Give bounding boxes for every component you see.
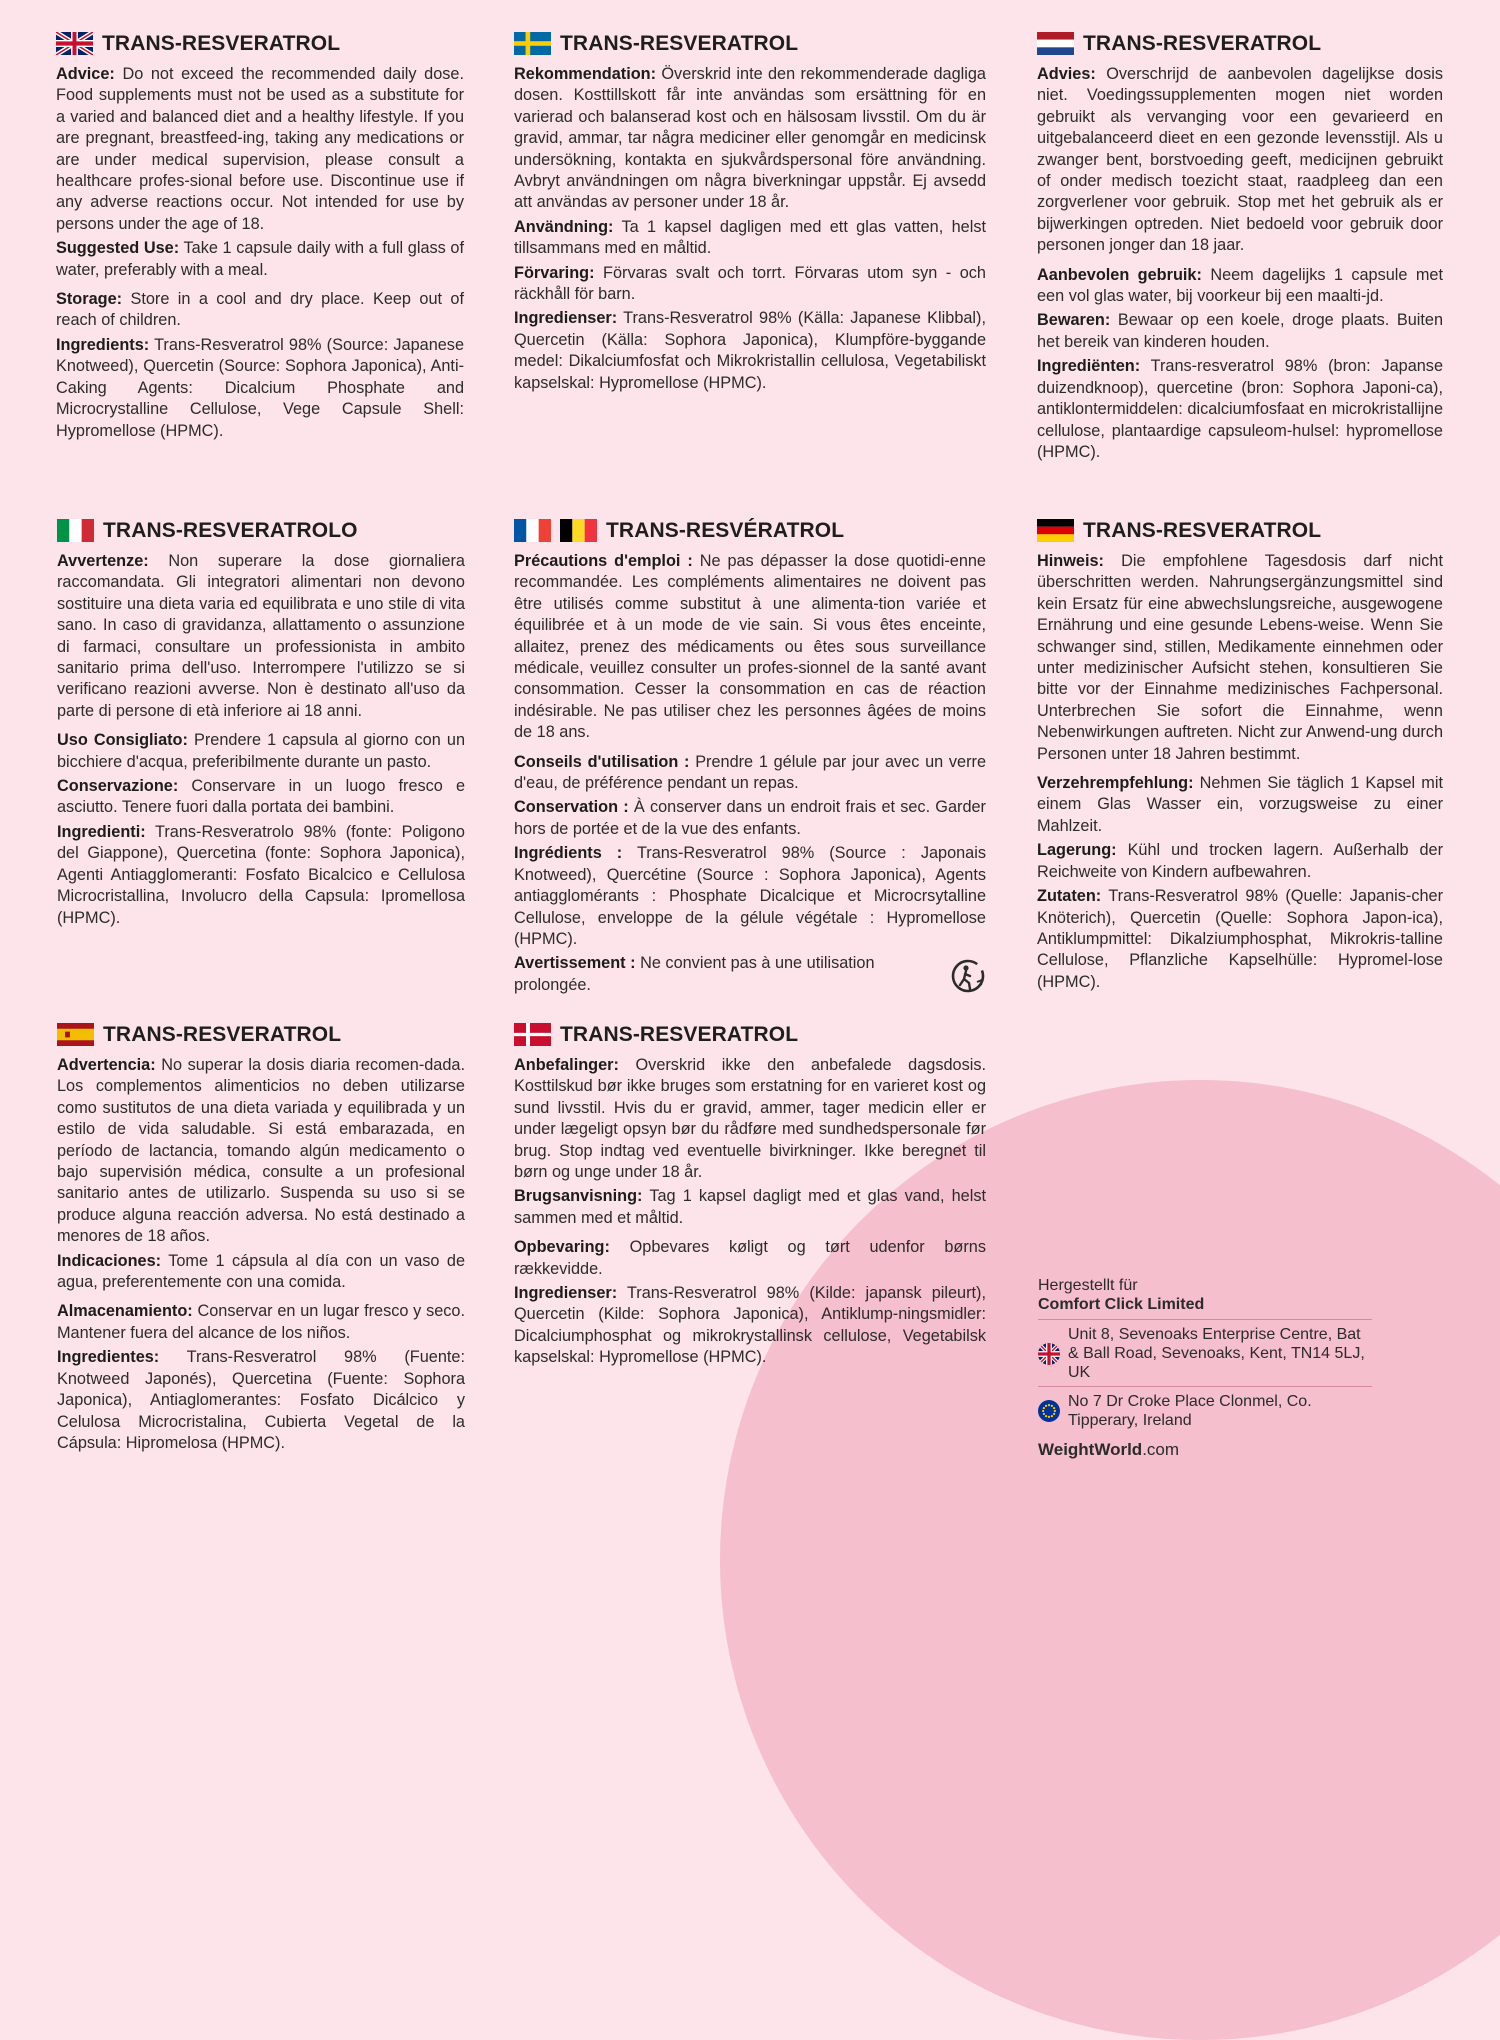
usage-paragraph: Conseils d'utilisation : Prendre 1 gélule par jour avec un verre d'eau, de préférence pendant un repas. bbox=[514, 752, 987, 793]
advice-paragraph: Advice: Do not exceed the recommended daily dose. Food supplements must not be used as a substitute for a varied and balanced diet and a healthy lifestyle. If you are pregnant, breastfeed-ing, taking any medications or are under medical supervision, please consult a healthcare profes-sional before use. Discontinue use if any adverse reactions occur. Not intended for use by persons under the age of 18. bbox=[56, 65, 464, 233]
section-german bbox=[1037, 519, 1443, 996]
italy-flag-icon bbox=[57, 519, 94, 542]
warning-paragraph: Advertencia: No superar la dosis diaria recomen-dada. Los complementos alimenticios no deben utilizarse como sustitutos de una dieta variada y equilibrada y un estilo de vida saludable. Si está embarazada, en período de lactancia, tomando algún medicamento o bajo supervisión médica, consulte a un profesional sanitario antes de utilizarlo. Suspenda su uso si se produce alguna reacción adversa. No está destinado a menores de 18 años. bbox=[57, 1056, 465, 1246]
triman-recycling-icon bbox=[950, 958, 986, 994]
section-swedish bbox=[514, 32, 986, 397]
directions-paragraph: Brugsanvisning: Tag 1 kapsel dagligt med et glas vand, helst sammen med et måltid. bbox=[514, 1187, 987, 1227]
recommended-use-paragraph: Aanbevolen gebruik: Neem dagelijks 1 capsule met een vol glas water, bij voorkeur bij een maalti-jd. bbox=[1037, 265, 1443, 306]
section-title: TRANS-RESVERATROL bbox=[1083, 518, 1322, 542]
ingredients-paragraph: Ingredienti: Trans-Resveratrolo 98% (fonte: Poligono del Giappone), Quercetina (fonte: Sophora Japonica), Agenti Antiagglomeranti: Fosfato Bicalcico e Cellulosa Microcristallina, Involucro della Capsula: Ipromellosa (HPMC). bbox=[57, 822, 465, 927]
ingredients-paragraph: Zutaten: Trans-Resveratrol 98% (Quelle: Japanis-cher Knöterich), Quercetin (Quelle: Sophora Japon-ica), Antiklumpmittel: Dikalziumphosphat, Mikrokris-talline Cellulose, Pflanzliche Kapselhülle: Hypromel-lose (HPMC). bbox=[1037, 887, 1443, 991]
eu-flag-round-icon bbox=[1038, 1400, 1060, 1422]
usage-paragraph: Användning: Ta 1 kapsel dagligen med ett glas vatten, helst tillsammans med en måltid. bbox=[514, 217, 986, 258]
storage-paragraph: Conservazione: Conservare in un luogo fresco e asciutto. Tenere fuori dalla portata dei bambini. bbox=[57, 777, 465, 817]
website-label: WeightWorld.com bbox=[1038, 1440, 1180, 1459]
section-heading bbox=[1037, 519, 1443, 542]
section-english bbox=[56, 32, 464, 445]
advice-paragraph: Advies: Overschrijd de aanbevolen dagelijkse dosis niet. Voedingssupplementen mogen niet worden gebruikt als vervanging voor een gevarieerd en uitgebalanceerd dieet en een gezonde levensstijl. Als u zwanger bent, borstvoeding geeft, medicijnen gebruikt of onder medisch toezicht staat, raadpleeg dan een zorgverlener voor gebruik. Stop met het gebruik als er bijwerkingen optreden. Niet bedoeld voor gebruik door personen jonger dan 18 jaar. bbox=[1037, 65, 1443, 255]
section-heading bbox=[57, 519, 465, 542]
section-title: TRANS-RESVERATROL bbox=[1083, 31, 1322, 55]
storage-paragraph: Opbevaring: Opbevares køligt og tørt udenfor børns rækkevidde. bbox=[514, 1238, 986, 1278]
denmark-flag-icon bbox=[514, 1023, 551, 1046]
storage-paragraph: Conservation : À conserver dans un endroit frais et sec. Garder hors de portée et de la vue des enfants. bbox=[514, 798, 986, 838]
section-danish bbox=[514, 1023, 986, 1372]
section-heading bbox=[514, 32, 986, 55]
section-title: TRANS-RESVÉRATROL bbox=[606, 518, 845, 542]
section-spanish bbox=[57, 1023, 465, 1457]
directions-paragraph: Indicaciones: Tome 1 cápsula al día con un vaso de agua, preferentemente con una comida. bbox=[57, 1251, 466, 1292]
manufacturer-footer bbox=[1038, 1276, 1372, 1459]
storage-paragraph: Bewaren: Bewaar op een koele, droge plaats. Buiten het bereik van kinderen houden. bbox=[1037, 311, 1443, 351]
section-dutch bbox=[1037, 32, 1443, 466]
section-title: TRANS-RESVERATROL bbox=[103, 1022, 342, 1046]
section-title: TRANS-RESVERATROL bbox=[102, 31, 341, 55]
germany-flag-icon bbox=[1037, 519, 1074, 542]
precautions-paragraph: Précautions d'emploi : Ne pas dépasser la dose quotidi-enne recommandée. Les compléments alimentaires ne doivent pas être utilisés comme substitut à une alimenta-tion variée et équilibrée et à un mode de vie sain. Si vous êtes enceinte, allaitez, prenez des médicaments ou êtes sous surveillance médicale, veuillez consulter un profes-sionnel de la santé avant consommation. Cesser la consommation en cas de réaction indésirable. Ne pas utiliser chez les personnes âgées de moins de 18 ans. bbox=[514, 552, 986, 742]
storage-paragraph: Förvaring: Förvaras svalt och torrt. Förvaras utom syn - och räckhåll för barn. bbox=[514, 263, 986, 304]
belgium-flag-icon bbox=[560, 519, 597, 542]
warning-paragraph: Avertissement : Ne convient pas à une utilisation prolongée. bbox=[514, 954, 875, 994]
netherlands-flag-icon bbox=[1037, 32, 1074, 55]
ingredients-paragraph: Ingredients: Trans-Resveratrol 98% (Source: Japanese Knotweed), Quercetin (Source: Sophora Japonica), Anti-Caking Agents: Dicalcium Phosphate and Microcrystalline Cellulose, Vege Capsule Shell: Hypromellose (HPMC). bbox=[56, 335, 464, 440]
company-name: Comfort Click Limited bbox=[1038, 1296, 1205, 1313]
warnings-paragraph: Avvertenze: Non superare la dose giornaliera raccomandata. Gli integratori alimentari non devono sostituire una dieta varia ed equilibrata e uno stile di vita sano. In caso di gravidanza, allattamento o assunzione di farmaci, consultare un professionista in ambito sanitario prima dell'uso. Interrompere l'utilizzo se si verificano reazioni avverse. Non è destinato all'uso da parte di persone di età inferiore ai 18 anni. bbox=[57, 552, 465, 720]
section-title: TRANS-RESVERATROL bbox=[560, 1022, 799, 1046]
uk-address-row bbox=[1038, 1319, 1372, 1386]
section-french bbox=[514, 519, 986, 999]
section-heading bbox=[56, 32, 464, 55]
eu-address: No 7 Dr Croke Place Clonmel, Co. Tipperary, Ireland bbox=[1068, 1393, 1312, 1429]
section-heading bbox=[57, 1023, 465, 1046]
ingredients-paragraph: Ingrediënten: Trans-resveratrol 98% (bron: Japanse duizendknoop), quercetine (bron: Sophora Japoni-ca), antiklontermiddelen: dicalciumfosfaat en microkristallijne cellulose, plantaardige capsuleom-hulsel: hypromellose (HPMC). bbox=[1037, 357, 1443, 461]
storage-paragraph: Lagerung: Kühl und trocken lagern. Außerhalb der Reichweite von Kindern aufbewahren. bbox=[1037, 841, 1444, 881]
section-title: TRANS-RESVERATROLO bbox=[103, 518, 358, 542]
uk-flag-icon bbox=[56, 32, 93, 55]
sweden-flag-icon bbox=[514, 32, 551, 55]
ingredients-paragraph: Ingredientes: Trans-Resveratrol 98% (Fuente: Knotweed Japonés), Quercetina (Fuente: Sophora Japonica), Antiaglomerantes: Fosfato Dicálcico y Celulosa Microcristalina, Cubierta Vegetal de la Cápsula: Hipromelosa (HPMC). bbox=[57, 1348, 465, 1452]
ingredients-paragraph: Ingrédients : Trans-Resveratrol 98% (Source : Japonais Knotweed), Quercétine (Source : Sophora Japonica), Agents antiagglomérants : Phosphate Dicalcique et Microcrsytalline Cellulose, enveloppe de la gélule végétale : Hypromellose (HPMC). bbox=[514, 844, 986, 948]
uk-address: Unit 8, Sevenoaks Enterprise Centre, Bat & Ball Road, Sevenoaks, Kent, TN14 5LJ, UK bbox=[1068, 1326, 1365, 1381]
suggested-use-paragraph: Uso Consigliato: Prendere 1 capsula al giorno con un bicchiere d'acqua, preferibilmente durante un pasto. bbox=[57, 731, 465, 771]
storage-paragraph: Storage: Store in a cool and dry place. Keep out of reach of children. bbox=[56, 290, 464, 330]
section-title: TRANS-RESVERATROL bbox=[560, 31, 799, 55]
section-heading bbox=[1037, 32, 1443, 55]
recommendation-paragraph: Rekommendation: Överskrid inte den rekommenderade dagliga dosen. Kosttillskott får inte användas som ersättning för en varierad och balanserad kost och en hälsosam livsstil. Om du är gravid, ammar, tar några mediciner eller genomgår en medicinsk undersökning, kontakta en sjukvårdspersonal före användning. Avbryt användningen om några biverkningar uppstår. Ej avsedd att användas av personer under 18 år. bbox=[514, 65, 986, 212]
section-heading bbox=[514, 1023, 986, 1046]
made-for-label: Hergestellt für bbox=[1038, 1277, 1138, 1294]
uk-flag-round-icon bbox=[1038, 1343, 1060, 1365]
suggested-use-paragraph: Suggested Use: Take 1 capsule daily with a full glass of water, preferably with a meal. bbox=[56, 239, 464, 279]
notice-paragraph: Hinweis: Die empfohlene Tagesdosis darf nicht überschritten werden. Nahrungsergänzungsmittel sind kein Ersatz für eine abwechslungsreiche, ausgewogene Ernährung und eine gesunde Lebens-weise. Wenn Sie schwanger sind, stillen, Medikamente einnehmen oder unter medizinischer Aufsicht stehen, konsultieren Sie bitte vor der Einnahme medizinisches Fachpersonal. Unterbrechen Sie sofort die Einnahme, wenn Nebenwirkungen auftreten. Nicht zur Anwend-ung durch Personen unter 18 Jahren bestimmt. bbox=[1037, 552, 1443, 763]
storage-paragraph: Almacenamiento: Conservar en un lugar fresco y seco. Mantener fuera del alcance de los niños. bbox=[57, 1302, 465, 1342]
ingredients-paragraph: Ingredienser: Trans-Resveratrol 98% (Källa: Japanese Klibbal), Quercetin (Källa: Sophora Japonica), Klumpföre-byggande medel: Dikalciumfosfat och Mikrokristallin cellulosa, Vegetabiliskt kapselskal: Hypromellose (HPMC). bbox=[514, 309, 986, 392]
france-flag-icon bbox=[514, 519, 551, 542]
eu-address-row bbox=[1038, 1386, 1372, 1434]
ingredients-paragraph: Ingredienser: Trans-Resveratrol 98% (Kilde: japansk pileurt), Quercetin (Kilde: Sophora Japonica), Antiklump-ningsmidler: Dicalciumphosphat og mikrokrystallinsk cellulose, Vegetabilsk kapselskal: Hypromellose (HPMC). bbox=[514, 1284, 987, 1367]
section-heading bbox=[514, 519, 986, 542]
spain-flag-icon bbox=[57, 1023, 94, 1046]
recommended-intake-paragraph: Verzehrempfehlung: Nehmen Sie täglich 1 Kapsel mit einem Glas Wasser ein, vorzugsweise zu einer Mahlzeit. bbox=[1037, 774, 1443, 835]
section-italian bbox=[57, 519, 465, 932]
recommendations-paragraph: Anbefalinger: Overskrid ikke den anbefalede dagsdosis. Kosttilskud bør ikke bruges som erstatning for en varieret kost og sund livsstil. Hvis du er gravid, ammer, tager medicin eller er under lægeligt opsyn bør du rådføre med sundhedspersonale før brug. Stop indtag ved eventuelle bivirkninger. Ikke beregnet til børn og unge under 18 år. bbox=[514, 1056, 986, 1182]
